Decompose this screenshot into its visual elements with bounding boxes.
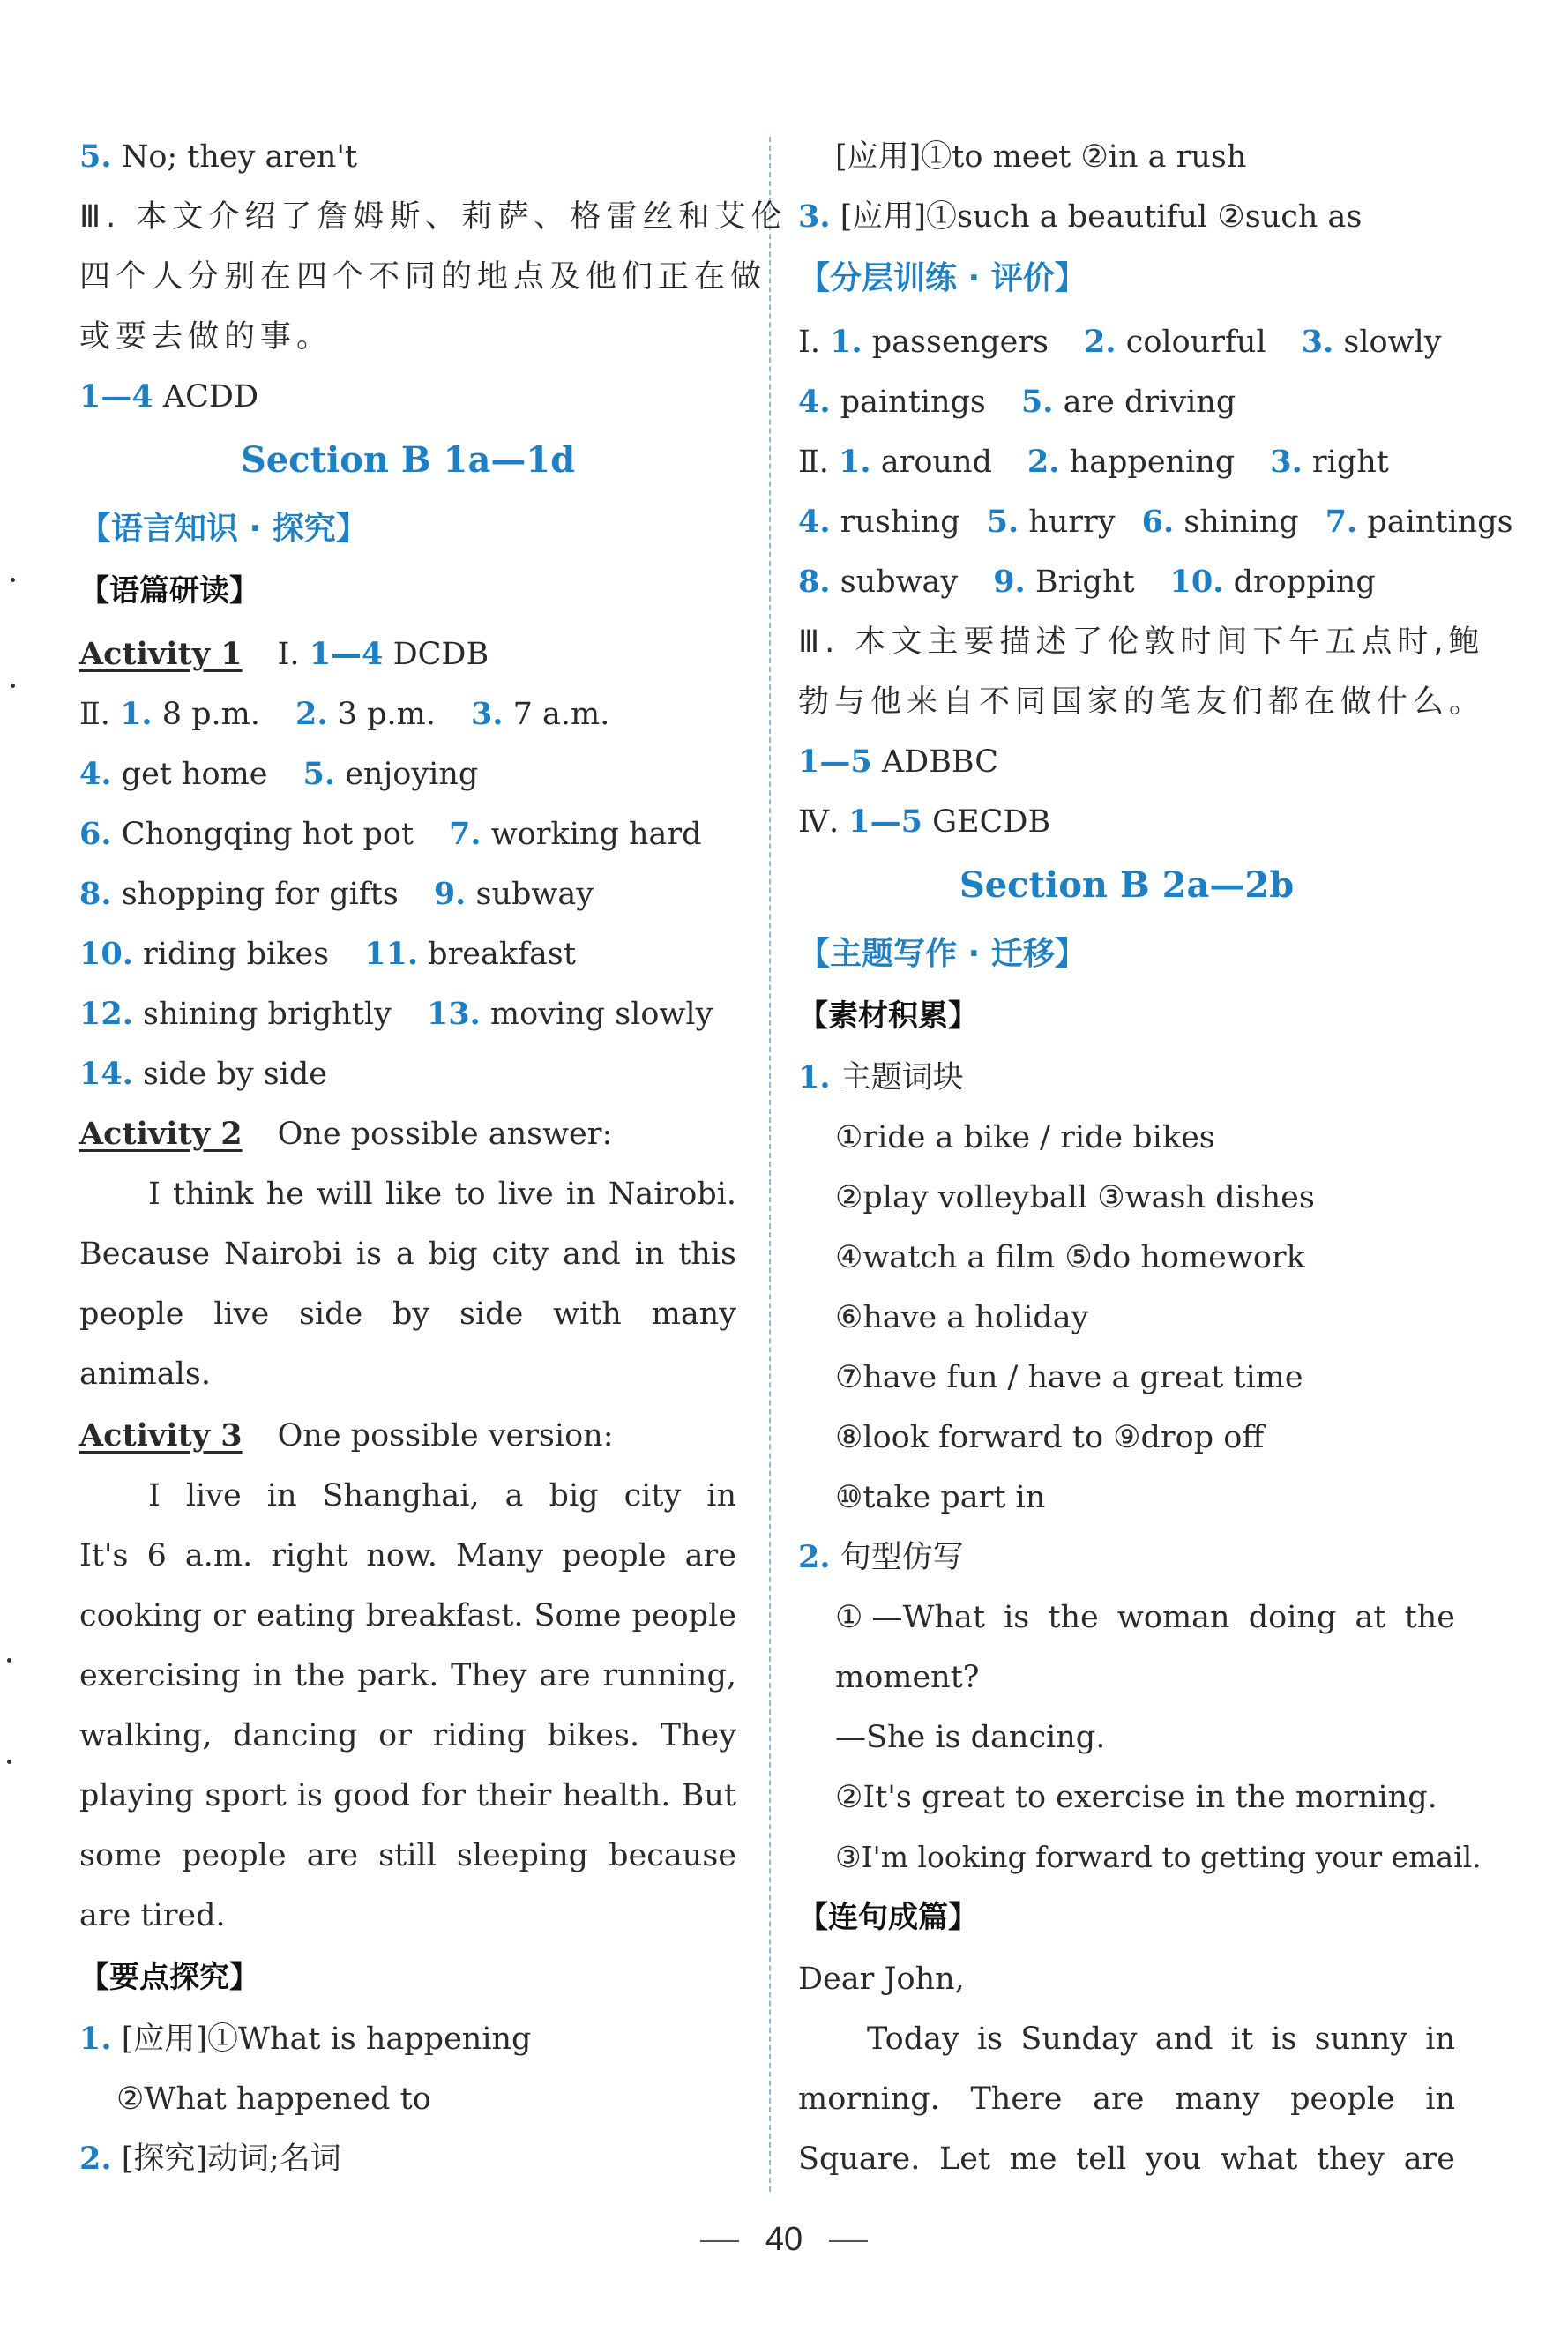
phrase-line: ⑧look forward to ⑨drop off	[835, 1420, 1265, 1455]
heading-key-points: 【要点探究】	[79, 1960, 259, 1995]
answer-line: Ⅰ. 1. passengers 2. colourful 3. slowly	[798, 324, 1442, 360]
answer-line: 3. [应用]①such a beautiful ②such as	[798, 198, 1363, 235]
paragraph-line: some people are still sleeping because	[79, 1838, 736, 1873]
paragraph-line: Because Nairobi is a big city and in this	[79, 1237, 736, 1272]
paragraph-line: animals.	[79, 1357, 211, 1392]
answer-line: [应用]①to meet ②in a rush	[835, 139, 1247, 175]
paragraph-line: playing sport is good for their health. But	[79, 1778, 736, 1813]
answer-line: 1. 主题词块	[798, 1059, 964, 1095]
paragraph-line: I live in Shanghai, a big city in	[148, 1478, 736, 1514]
summary-line: 或要去做的事。	[79, 319, 333, 355]
sentence-line: ①—What is the woman doing at the	[835, 1600, 1455, 1635]
answer-line: 6. Chongqing hot pot 7. working hard	[79, 816, 702, 852]
margin-dot	[7, 1658, 11, 1663]
activity-2-line: Activity 2 One possible answer:	[79, 1116, 613, 1152]
paragraph-line: I think he will like to live in Nairobi.	[148, 1177, 736, 1212]
heading-language-knowledge: 【语言知识 · 探究】	[79, 511, 368, 547]
page-number: 40	[0, 2221, 1568, 2259]
activity-1-line: Activity 1 Ⅰ. 1—4 DCDB	[79, 636, 489, 672]
phrase-line: ②play volleyball ③wash dishes	[835, 1180, 1315, 1215]
letter-line: morning. There are many people in	[798, 2082, 1455, 2117]
sentence-line: moment?	[835, 1660, 980, 1695]
answer-line: 12. shining brightly 13. moving slowly	[79, 996, 713, 1032]
phrase-line: ⑥have a holiday	[835, 1300, 1089, 1335]
phrase-line: ①ride a bike / ride bikes	[835, 1120, 1215, 1155]
answer-line: ②What happened to	[116, 2082, 431, 2117]
answer-line: 4. get home 5. enjoying	[79, 756, 479, 792]
paragraph-line: cooking or eating breakfast. Some people	[79, 1598, 736, 1633]
phrase-line: ⑦have fun / have a great time	[835, 1360, 1303, 1395]
heading-material: 【素材积累】	[798, 998, 978, 1034]
answer-line: 2. 句型仿写	[798, 1539, 964, 1575]
paragraph-line: people live side by side with many	[79, 1297, 736, 1332]
letter-line: Dear John,	[798, 1962, 965, 1997]
answer-line: 10. riding bikes 11. breakfast	[79, 936, 576, 972]
answer-line: 8. subway 9. Bright 10. dropping	[798, 564, 1376, 600]
sentence-line: —She is dancing.	[835, 1720, 1106, 1755]
summary-line: 勃与他来自不同国家的笔友们都在做什么。	[798, 684, 1486, 720]
answer-line: Ⅱ. 1. 8 p.m. 2. 3 p.m. 3. 7 a.m.	[79, 696, 610, 732]
letter-line: Today is Sunday and it is sunny in	[867, 2022, 1455, 2057]
heading-link-sentences: 【连句成篇】	[798, 1900, 978, 1935]
answer-line: 1—4 ACDD	[79, 378, 259, 415]
phrase-line: ⑩take part in	[835, 1480, 1046, 1515]
letter-line: Square. Let me tell you what they are	[798, 2141, 1455, 2177]
sentence-line: ③I'm looking forward to getting your email.	[835, 1840, 1482, 1874]
answer-line: 4. rushing 5. hurry 6. shining 7. paintings	[798, 504, 1513, 540]
answer-line: Ⅱ. 1. around 2. happening 3. right	[798, 444, 1389, 480]
column-divider	[769, 137, 771, 2192]
phrase-line: ④watch a film ⑤do homework	[835, 1240, 1305, 1275]
heading-layered-training: 【分层训练 · 评价】	[798, 260, 1086, 296]
summary-line: Ⅲ. 本文主要描述了伦敦时间下午五点时,鲍	[798, 624, 1485, 660]
answer-line: 1. [应用]①What is happening	[79, 2021, 532, 2057]
heading-reading: 【语篇研读】	[79, 573, 259, 609]
sentence-line: ②It's great to exercise in the morning.	[835, 1780, 1437, 1815]
section-heading: Section B 2a—2b	[959, 864, 1295, 906]
margin-dot	[11, 684, 15, 688]
heading-theme-writing: 【主题写作 · 迁移】	[798, 936, 1086, 972]
answer-line: Ⅳ. 1—5 GECDB	[798, 803, 1051, 840]
paragraph-line: It's 6 a.m. right now. Many people are	[79, 1538, 736, 1573]
activity-3-line: Activity 3 One possible version:	[79, 1417, 614, 1454]
answer-line: 5. No; they aren't	[79, 138, 358, 175]
answer-line: 2. [探究]动词;名词	[79, 2141, 341, 2177]
answer-line: 14. side by side	[79, 1056, 328, 1092]
answer-line: 4. paintings 5. are driving	[798, 384, 1236, 420]
summary-line: 四个人分别在四个不同的地点及他们正在做	[79, 259, 767, 295]
paragraph-line: walking, dancing or riding bikes. They	[79, 1718, 736, 1753]
paragraph-line: are tired.	[79, 1898, 226, 1933]
answer-line: 1—5 ADBBC	[798, 744, 999, 780]
margin-dot	[7, 1760, 11, 1764]
answer-line: 8. shopping for gifts 9. subway	[79, 876, 594, 912]
section-heading: Section B 1a—1d	[240, 439, 576, 481]
paragraph-line: exercising in the park. They are running,	[79, 1658, 736, 1693]
margin-dot	[11, 578, 15, 582]
summary-line: Ⅲ. 本文介绍了詹姆斯、莉萨、格雷丝和艾伦	[79, 199, 788, 235]
